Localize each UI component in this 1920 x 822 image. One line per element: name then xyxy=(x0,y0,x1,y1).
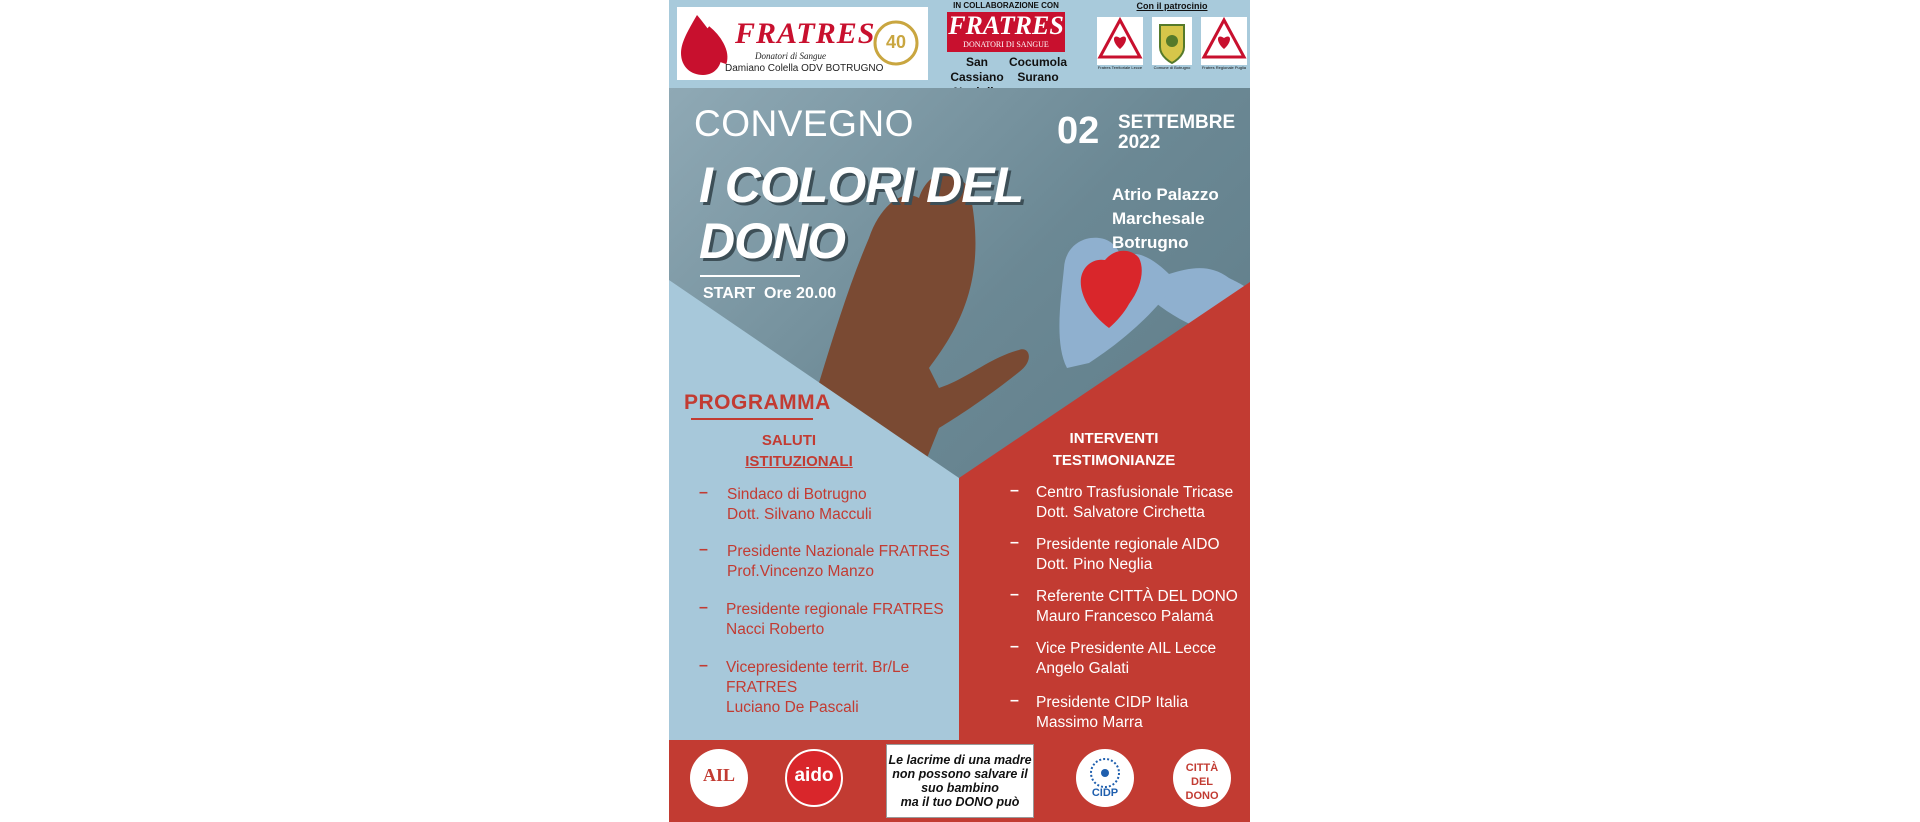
event-month: SETTEMBRE xyxy=(1118,112,1236,133)
left-item-1-line2: Dott. Silvano Macculi xyxy=(727,506,872,523)
event-day: 02 xyxy=(1057,110,1100,152)
bullet-dash: – xyxy=(1010,586,1019,603)
start-label: START xyxy=(703,285,756,302)
collab-logo-subline: DONATORI DI SANGUE xyxy=(963,40,1049,49)
event-title-line2: DONO xyxy=(699,213,845,269)
cidp-logo xyxy=(1076,749,1134,807)
right-item-4-line1: Vice Presidente AIL Lecce xyxy=(1036,640,1217,657)
left-item-3-line2: Nacci Roberto xyxy=(726,621,825,638)
title-underline xyxy=(700,275,800,277)
left-item-3-line1: Presidente regionale FRATRES xyxy=(726,601,944,618)
collab-place-2: Cocumola xyxy=(1008,55,1067,69)
citta-del-dono-logo xyxy=(1173,749,1231,807)
left-item-4-line1: Vicepresidente territ. Br/Le xyxy=(726,659,910,676)
patronage-caption-3: Fratres Regionale Puglia xyxy=(1201,65,1247,70)
quote-box xyxy=(886,744,1034,818)
venue-line2: Marchesale xyxy=(1112,209,1205,228)
ail-logo xyxy=(690,749,748,807)
convegno-label: CONVEGNO xyxy=(694,103,914,144)
start-time: Ore 20.00 xyxy=(764,285,837,302)
collab-place-4: Surano xyxy=(1017,70,1059,84)
quote-line1: Le lacrime di una madre xyxy=(888,753,1032,767)
aido-logo-text: aido xyxy=(794,765,834,786)
right-item-1-line2: Dott. Salvatore Circhetta xyxy=(1036,504,1205,521)
ail-logo-text: AIL xyxy=(702,765,735,785)
right-item-5-line2: Massimo Marra xyxy=(1036,714,1143,731)
bullet-dash: – xyxy=(699,484,708,501)
bullet-dash: – xyxy=(699,541,708,558)
interventi-heading-line2: TESTIMONIANZE xyxy=(1052,452,1176,469)
venue-line1: Atrio Palazzo xyxy=(1112,185,1219,204)
collab-label: IN COLLABORAZIONE CON xyxy=(953,1,1059,10)
left-item-2-line2: Prof.Vincenzo Manzo xyxy=(727,563,875,580)
saluti-heading-line1: SALUTI xyxy=(761,432,817,449)
venue-line3: Botrugno xyxy=(1112,233,1189,252)
cidp-logo-text: CIDP xyxy=(1091,787,1119,799)
bullet-dash: – xyxy=(1010,534,1019,551)
event-poster xyxy=(669,0,1250,822)
bullet-dash: – xyxy=(699,599,708,616)
quote-line4: ma il tuo DONO può xyxy=(900,795,1020,809)
collab-place-1: San Cassiano xyxy=(950,55,1004,84)
programma-underline xyxy=(691,418,813,420)
bullet-dash: – xyxy=(699,657,708,674)
bullet-dash: – xyxy=(1010,692,1019,709)
logo-tagline: Donatori di Sangue xyxy=(755,51,826,61)
logo-subline: Damiano Colella ODV BOTRUGNO xyxy=(725,63,884,74)
interventi-heading-line1: INTERVENTI xyxy=(1069,430,1159,447)
event-title-line1: I COLORI DEL xyxy=(699,157,1024,213)
bullet-dash: – xyxy=(1010,638,1019,655)
patronage-caption-1: Fratres Territoriale Lecce xyxy=(1097,65,1143,70)
quote-line3: suo bambino xyxy=(921,781,999,795)
logo-brand: FRATRES xyxy=(735,17,876,50)
patronage-caption-2: Comune di Botrugno xyxy=(1153,65,1191,70)
quote-line2: non possono salvare il xyxy=(892,767,1028,781)
right-item-2-line1: Presidente regionale AIDO xyxy=(1036,536,1220,553)
event-year: 2022 xyxy=(1118,132,1161,153)
right-item-3-line2: Mauro Francesco Palamá xyxy=(1036,608,1214,625)
left-item-4-line2: FRATRES xyxy=(726,679,798,696)
citta-del-dono-text: CITTÀ DEL DONO xyxy=(1185,762,1219,802)
collab-logo-brand: FRATRES xyxy=(948,11,1064,40)
programma-heading: PROGRAMMA xyxy=(684,391,831,414)
aido-logo xyxy=(785,749,843,807)
left-item-2-line1: Presidente Nazionale FRATRES xyxy=(727,543,950,560)
bullet-dash: – xyxy=(1010,482,1019,499)
right-item-2-line2: Dott. Pino Neglia xyxy=(1036,556,1153,573)
left-item-4-line3: Luciano De Pascali xyxy=(726,699,859,716)
right-item-1-line1: Centro Trasfusionale Tricase xyxy=(1036,484,1234,501)
right-item-3-line1: Referente CITTÀ DEL DONO xyxy=(1036,588,1238,605)
anniversary-badge: 40 xyxy=(885,32,907,52)
patronage-label: Con il patrocinio xyxy=(1136,1,1208,11)
right-item-4-line2: Angelo Galati xyxy=(1036,660,1130,677)
left-item-1-line1: Sindaco di Botrugno xyxy=(727,486,867,503)
right-item-5-line1: Presidente CIDP Italia xyxy=(1036,694,1189,711)
saluti-heading-line2: ISTITUZIONALI xyxy=(745,453,853,470)
